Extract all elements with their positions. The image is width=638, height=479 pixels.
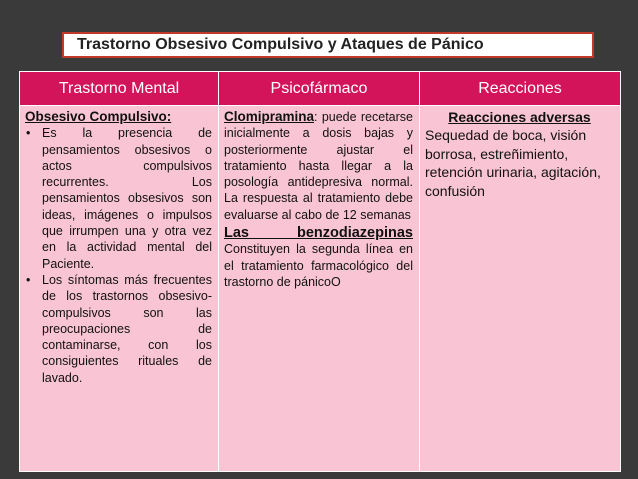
list-item: • Los síntomas más frecuentes de los trastornos obsesivo-compulsivos son las preocupaciones de contaminarse, con los consiguientes rituales de lavado. <box>42 272 212 386</box>
cell-reacciones <box>420 106 621 472</box>
drug2-suffix: O <box>331 274 341 289</box>
list-item: • Es la presencia de pensamientos obsesivos o actos compulsivos recurrentes. Los pensamientos obsesivos son ideas, imágenes o impulsos que irrumpen una y otra vez en la actividad mental del Paciente. <box>42 125 212 272</box>
slide-title: Trastorno Obsesivo Compulsivo y Ataques de Pánico <box>62 32 594 58</box>
header-reacciones: Reacciones <box>420 72 621 106</box>
comparison-table <box>19 71 621 472</box>
drug2-paragraph <box>224 241 413 290</box>
drug1-text: : puede recetarse inicialmente a dosis bajas y posteriormente ajustar el tratamiento hasta llegar a la posología antidepresiva normal. La respuesta al tratamiento debe evaluarse al cabo de 12 semanas <box>224 110 413 222</box>
disorder-heading: Obsesivo Compulsivo: <box>25 109 172 124</box>
drug2-text: Constituyen la segunda línea en el tratamiento farmacológico del trastorno de pánico <box>224 242 413 289</box>
cell-trastorno-mental <box>20 106 219 472</box>
drug1-paragraph <box>224 109 413 223</box>
cell-psicofarmaco <box>219 106 420 472</box>
header-trastorno-mental: Trastorno Mental <box>20 72 219 106</box>
drug2-name: Las benzodiazepinas <box>224 225 413 242</box>
header-psicofarmaco: Psicofármaco <box>219 72 420 106</box>
table-row <box>20 106 621 472</box>
table-header-row <box>20 72 621 106</box>
disorder-bullet-list <box>25 125 212 386</box>
reactions-heading: Reacciones adversas <box>448 109 591 125</box>
drug1-name: Clomipramina <box>224 109 315 124</box>
reactions-body: Sequedad de boca, visión borrosa, estreñimiento, retención urinaria, agitación, confusión <box>425 127 601 199</box>
